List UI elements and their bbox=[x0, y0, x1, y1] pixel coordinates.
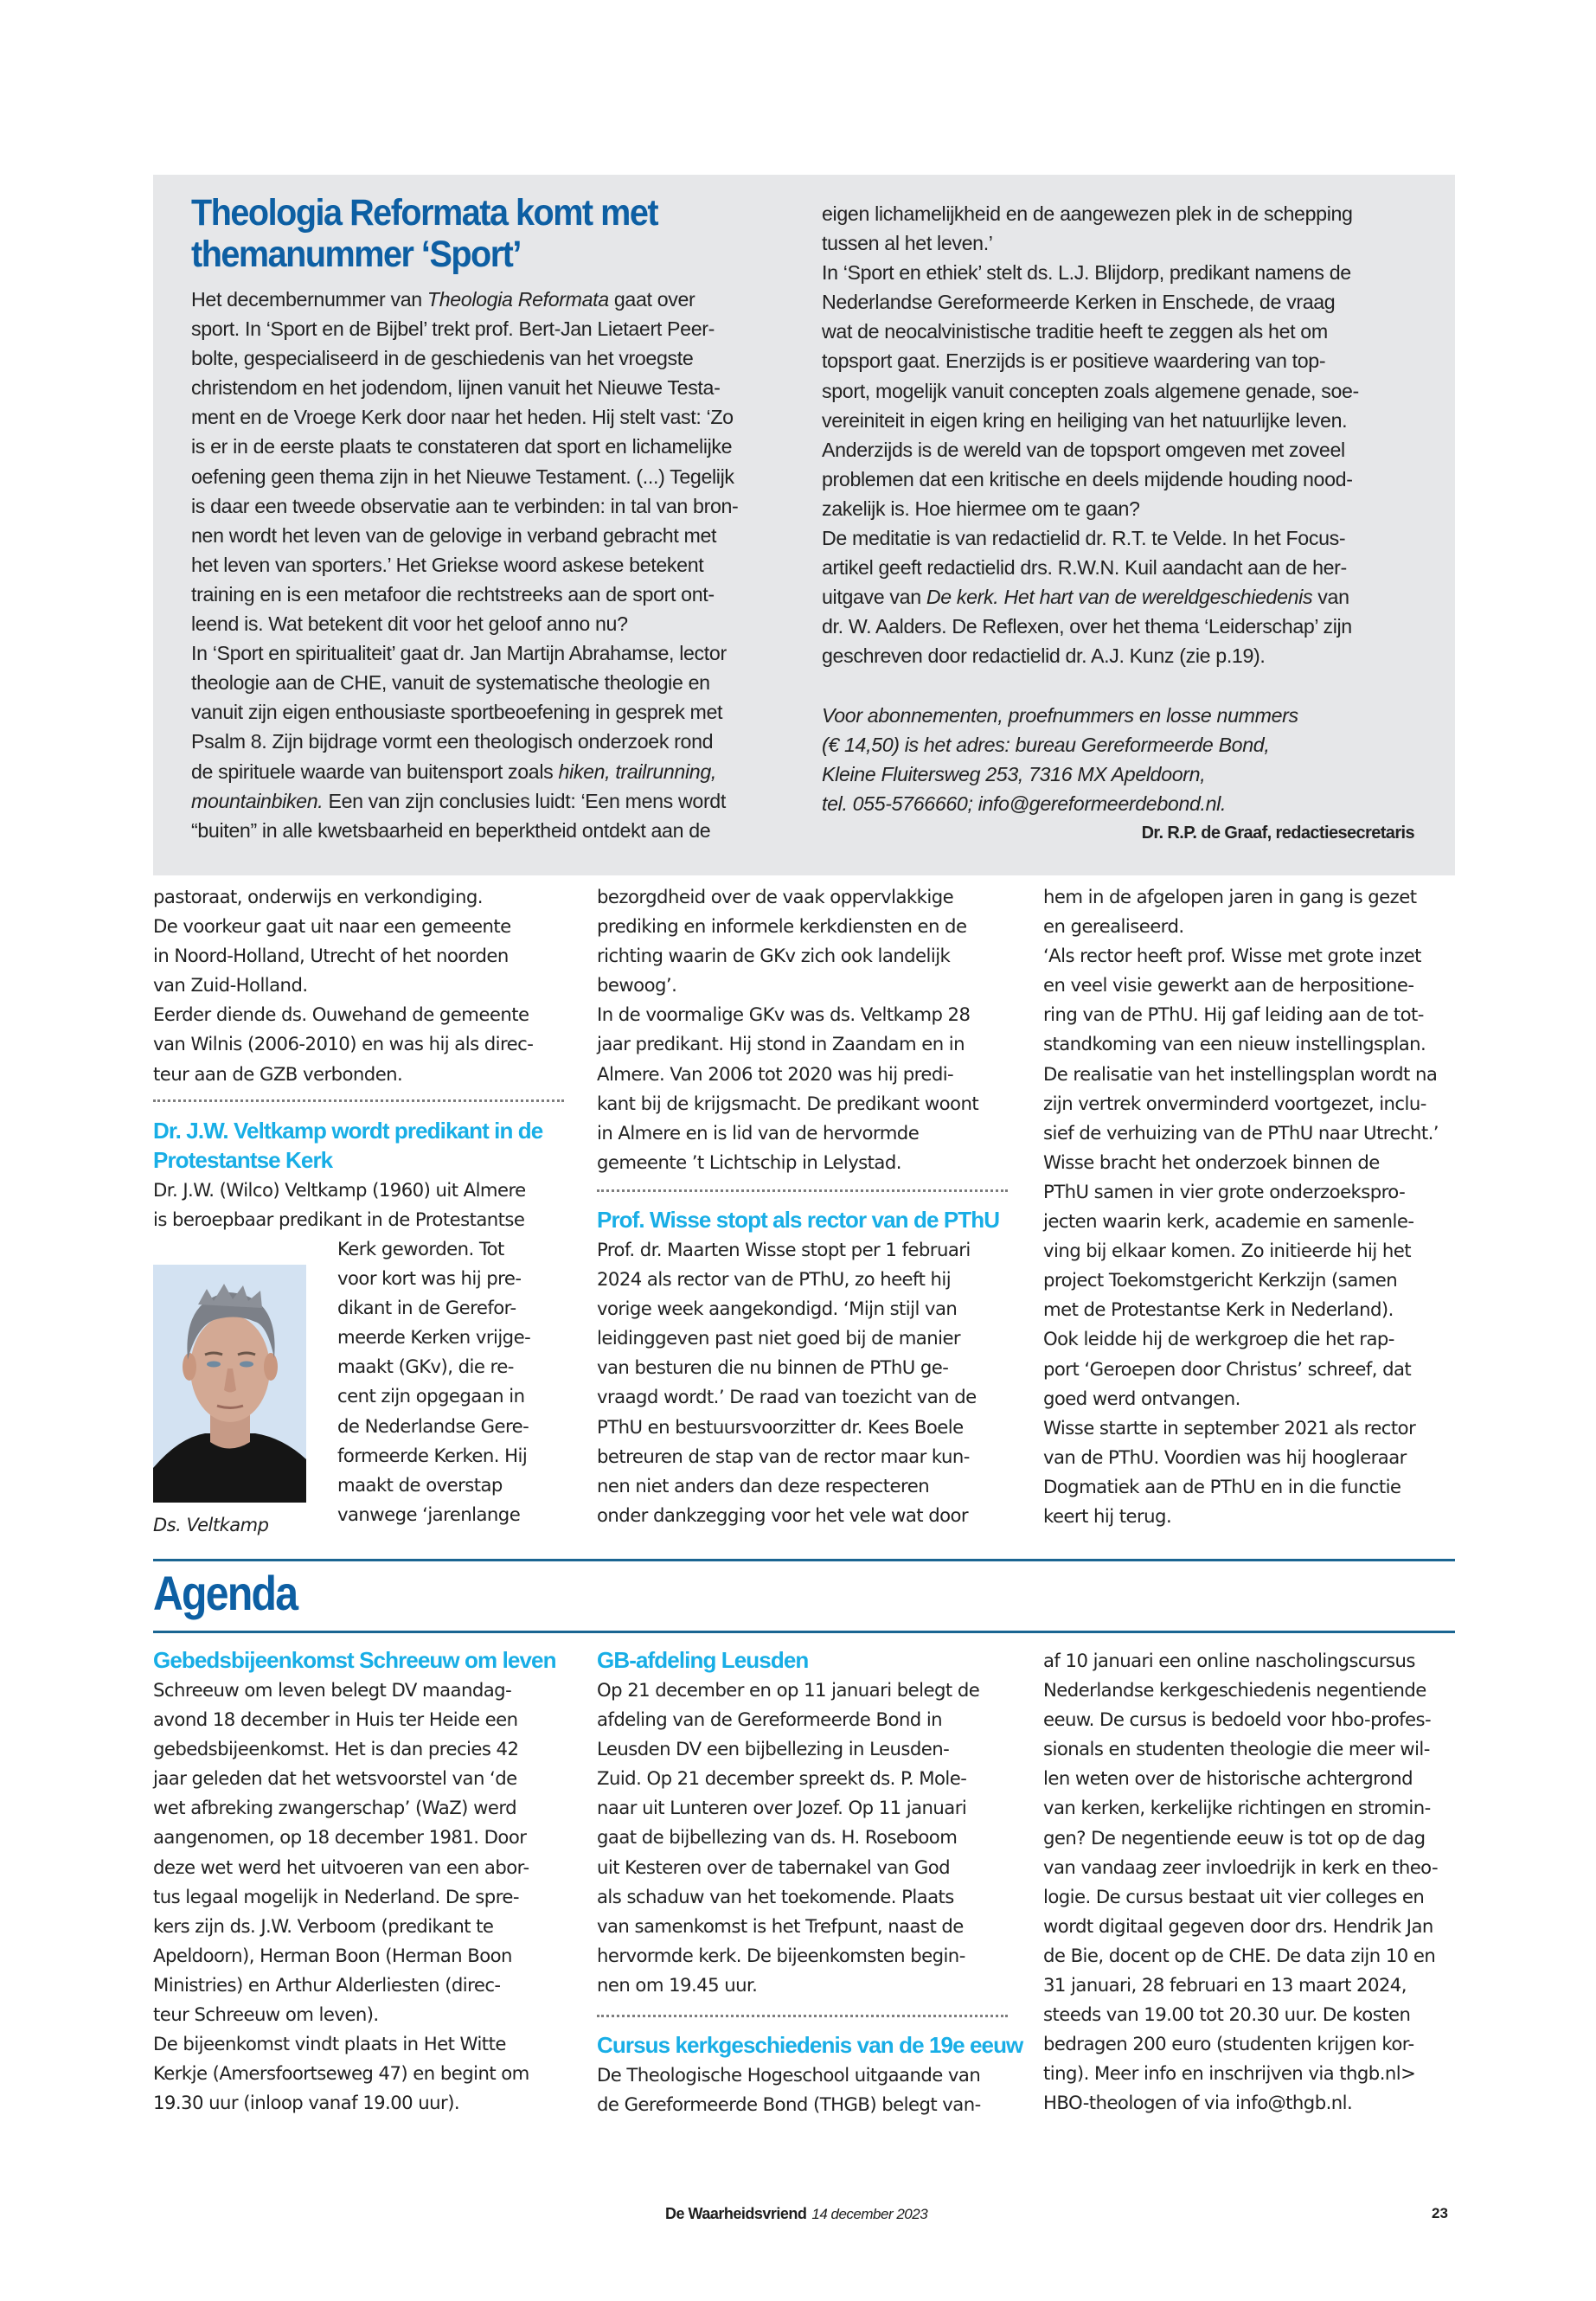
cursus-text-continuation bbox=[1043, 1646, 1454, 2118]
page-number: 23 bbox=[1432, 2205, 1448, 2221]
italic-text: Theologia Reformata bbox=[426, 288, 609, 311]
text-line: avond 18 december in Huis ter Heide een bbox=[153, 1708, 518, 1731]
text-line: onder dankzegging voor het vele wat door bbox=[597, 1503, 969, 1526]
text-line: in Noord-Holland, Utrecht of het noorden bbox=[153, 945, 509, 967]
box-title: Theologia Reformata komt met themanummer ‘Sport’ bbox=[191, 192, 658, 275]
text-line bbox=[822, 376, 1427, 406]
section-divider bbox=[597, 2015, 1008, 2017]
text-line bbox=[822, 701, 1427, 730]
text-line: bewoog’. bbox=[597, 974, 677, 997]
text-line bbox=[822, 228, 1427, 258]
box-column-right bbox=[822, 199, 1427, 848]
text-line: van kerken, kerkelijke richtingen en stromin- bbox=[1043, 1797, 1431, 1819]
text-line: port ‘Geroepen door Christus’ schreef, dat bbox=[1043, 1357, 1412, 1380]
text-line bbox=[191, 373, 797, 402]
text-line: zijn vertrek onverminderd voortgezet, inclu- bbox=[1043, 1092, 1426, 1114]
text: dr. W. Aalders. De Reflexen, over het thema ‘Leiderschap’ zijn bbox=[822, 615, 1352, 638]
text: is daar een tweede observatie aan te verbinden: in tal van bron- bbox=[191, 494, 739, 517]
text: artikel geeft redactielid drs. R.W.N. Kuil aandacht aan de her- bbox=[822, 556, 1347, 580]
text-line: De realisatie van het instellingsplan wordt na bbox=[1043, 1062, 1438, 1085]
text: uitgave van bbox=[822, 586, 926, 609]
wisse-text-continuation bbox=[1043, 882, 1454, 1531]
text: De meditatie is van redactielid dr. R.T. te Velde. In het Focus- bbox=[822, 527, 1346, 550]
text-line: jecten waarin kerk, academie en samenle- bbox=[1043, 1210, 1414, 1233]
text-line: Wisse startte in september 2021 als rector bbox=[1043, 1416, 1416, 1439]
text-line bbox=[191, 638, 797, 668]
veltkamp-intro bbox=[153, 1176, 564, 1234]
text-line bbox=[191, 727, 797, 756]
text-line: ring van de PThU. Hij gaf leiding aan de tot- bbox=[1043, 1003, 1424, 1026]
text-line bbox=[822, 641, 1427, 670]
text-line bbox=[191, 786, 797, 816]
text-line: Ook leidde hij de werkgroep die het rap- bbox=[1043, 1328, 1394, 1350]
text-line: van besturen die nu binnen de PThU ge- bbox=[597, 1356, 949, 1379]
text-line: Schreeuw om leven belegt DV maandag- bbox=[153, 1679, 512, 1701]
text-line: wet afbreking zwangerschap’ (WaZ) werd bbox=[153, 1797, 517, 1819]
text: Een van zijn conclusies luidt: ‘Een mens wordt bbox=[323, 789, 726, 812]
text-line: dikant in de Gerefor- bbox=[337, 1297, 516, 1319]
text-line: 19.30 uur (inloop vanaf 19.00 uur). bbox=[153, 2092, 460, 2114]
text-line: de Bie, docent op de CHE. De data zijn 10 en bbox=[1043, 1944, 1436, 1966]
italic-text: De kerk. Het hart van de wereldgeschiedenis bbox=[926, 586, 1313, 609]
italic-text: Kleine Fluitersweg 253, 7316 MX Apeldoorn, bbox=[822, 762, 1206, 785]
text-line: van Wilnis (2006-2010) en was hij als direc- bbox=[153, 1033, 534, 1055]
text: zakelijk is. Hoe hiermee om te gaan? bbox=[822, 497, 1140, 520]
portrait-image bbox=[153, 1265, 306, 1503]
text-line: hem in de afgelopen jaren in gang is gezet bbox=[1043, 886, 1417, 907]
text-line: de Gereformeerde Bond (THGB) belegt van- bbox=[597, 2093, 981, 2116]
text-line: De bijeenkomst vindt plaats in Het Witte bbox=[153, 2033, 506, 2055]
text-line: van de PThU. Voordien was hij hoogleraar bbox=[1043, 1445, 1407, 1468]
text-line: hervormde kerk. De bijeenkomsten begin- bbox=[597, 1944, 965, 1966]
text-line bbox=[191, 314, 797, 343]
text-line bbox=[191, 668, 797, 697]
text-line: pastoraat, onderwijs en verkondiging. bbox=[153, 886, 483, 907]
text-line: gen? De negentiende eeuw is tot op de dag bbox=[1043, 1826, 1426, 1849]
text-line: van Zuid-Holland. bbox=[153, 974, 308, 997]
text-line: goed werd ontvangen. bbox=[1043, 1387, 1240, 1409]
text-line: ving bij elkaar komen. Zo initieerde hij het bbox=[1043, 1240, 1412, 1262]
text-line bbox=[822, 730, 1427, 760]
text-line: van vandaag zeer invloedrijk in kerk en theo- bbox=[1043, 1856, 1439, 1878]
text-line: Op 21 december en op 11 januari belegt de bbox=[597, 1679, 980, 1701]
text-line: ting). Meer info en inschrijven via thgb.nl> bbox=[1043, 2062, 1416, 2085]
text: vanuit zijn eigen enthousiaste sportbeoefening in gesprek met bbox=[191, 701, 723, 724]
text-line bbox=[822, 465, 1427, 494]
text-line: jaar predikant. Hij stond in Zaandam en in bbox=[597, 1033, 965, 1055]
text-line: vanwege ‘jarenlange bbox=[337, 1503, 521, 1525]
veltkamp-continuation bbox=[597, 882, 1008, 1177]
section-divider bbox=[153, 1099, 564, 1102]
text-line: vraagd wordt.’ De raad van toezicht van de bbox=[597, 1386, 977, 1408]
agenda-title: Agenda bbox=[153, 1566, 298, 1620]
schreeuw-text bbox=[153, 1676, 564, 2118]
text-line: sief de verhuizing van de PThU naar Utrecht.’ bbox=[1043, 1121, 1439, 1144]
text-line: teur aan de GZB verbonden. bbox=[153, 1062, 403, 1085]
text: leend is. Wat betekent dit voor het geloof anno nu? bbox=[191, 612, 628, 636]
text-line bbox=[822, 612, 1427, 641]
text: Het decembernummer van bbox=[191, 288, 427, 311]
text-line: In de voormalige GKv was ds. Veltkamp 28 bbox=[597, 1003, 971, 1026]
schreeuw-heading: Gebedsbijeenkomst Schreeuw om leven bbox=[153, 1647, 556, 1673]
text-line: Eerder diende ds. Ouwehand de gemeente bbox=[153, 1003, 529, 1026]
cursus-heading: Cursus kerkgeschiedenis van de 19e eeuw bbox=[597, 2032, 1023, 2058]
text-line: bezorgdheid over de vaak oppervlakkige bbox=[597, 886, 954, 907]
text-line: PThU samen in vier grote onderzoekspro- bbox=[1043, 1180, 1406, 1202]
text-line bbox=[191, 550, 797, 580]
leusden-text bbox=[597, 1676, 1008, 2000]
text-line: 2024 als rector van de PThU, zo heeft hij bbox=[597, 1268, 952, 1291]
text: problemen dat een kritische en deels mijdende houding nood- bbox=[822, 467, 1353, 490]
text-line: Almere. Van 2006 tot 2020 was hij predi- bbox=[597, 1062, 954, 1085]
page-footer bbox=[665, 2205, 927, 2223]
text-line: als schaduw van het toekomende. Plaats bbox=[597, 1885, 954, 1907]
text-line: HBO-theologen of via info@thgb.nl. bbox=[1043, 2092, 1353, 2114]
text: wat de neocalvinistische traditie heeft te zeggen als het om bbox=[822, 320, 1328, 343]
text-line: project Toekomstgericht Kerkzijn (samen bbox=[1043, 1269, 1398, 1292]
text-line bbox=[191, 343, 797, 373]
text-line: De Theologische Hogeschool uitgaande van bbox=[597, 2064, 981, 2086]
text-line: logie. De cursus bestaat uit vier colleges en bbox=[1043, 1885, 1425, 1907]
text-line: kers zijn ds. J.W. Verboom (predikant te bbox=[153, 1914, 494, 1937]
text-line bbox=[822, 435, 1427, 465]
text-line bbox=[191, 609, 797, 638]
text-line: gaat de bijbellezing van ds. H. Roseboom bbox=[597, 1826, 958, 1849]
text-line bbox=[191, 580, 797, 609]
wisse-text-start bbox=[597, 1235, 1008, 1530]
text-line: bedragen 200 euro (studenten krijgen kor- bbox=[1043, 2033, 1414, 2055]
text: nen wordt het leven van de gelovige in verband gebracht met bbox=[191, 523, 717, 547]
text-line: Prof. dr. Maarten Wisse stopt per 1 februari bbox=[597, 1239, 971, 1260]
leusden-heading: GB-afdeling Leusden bbox=[597, 1647, 809, 1673]
text-line bbox=[822, 760, 1427, 789]
text-line: gemeente ’t Lichtschip in Lelystad. bbox=[597, 1150, 901, 1173]
text-line bbox=[822, 494, 1427, 523]
text-line: eeuw. De cursus is bedoeld voor hbo-profes- bbox=[1043, 1708, 1432, 1731]
text: tussen al het leven.’ bbox=[822, 232, 993, 255]
publication-name: De Waarheidsvriend bbox=[665, 2205, 807, 2222]
text-line bbox=[822, 199, 1427, 228]
text-line: af 10 januari een online nascholingscursus bbox=[1043, 1650, 1415, 1671]
italic-text: hiken, trailrunning, bbox=[558, 760, 716, 783]
box-column-left bbox=[191, 285, 797, 845]
text-line: jaar geleden dat het wetsvoorstel van ‘de bbox=[153, 1767, 517, 1790]
text: Anderzijds is de wereld van de topsport omgeven met zoveel bbox=[822, 438, 1345, 461]
text-line: PThU en bestuursvoorzitter dr. Kees Boele bbox=[597, 1415, 964, 1438]
text-line: keert hij terug. bbox=[1043, 1504, 1172, 1527]
agenda-bottom-rule bbox=[153, 1631, 1455, 1633]
text-line: prediking en informele kerkdiensten en de bbox=[597, 915, 967, 938]
text: eigen lichamelijkheid en de aangewezen plek in de schepping bbox=[822, 202, 1353, 225]
text-line: maakt de overstap bbox=[337, 1473, 503, 1496]
wisse-heading: Prof. Wisse stopt als rector van de PThU bbox=[597, 1207, 1000, 1233]
text-line: deze wet werd het uitvoeren van een abor- bbox=[153, 1856, 529, 1878]
text: geschreven door redactielid dr. A.J. Kunz (zie p.19). bbox=[822, 644, 1266, 668]
text-line: 31 januari, 28 februari en 13 maart 2024, bbox=[1043, 1974, 1407, 1997]
text: vereiniteit in eigen kring en heiliging van het natuurlijke leven. bbox=[822, 408, 1348, 432]
italic-text: Voor abonnementen, proefnummers en losse nummers bbox=[822, 703, 1298, 727]
text-line: formeerde Kerken. Hij bbox=[337, 1444, 528, 1466]
text-line: wordt digitaal gegeven door drs. Hendrik Jan bbox=[1043, 1914, 1433, 1937]
text: Psalm 8. Zijn bijdrage vormt een theologisch onderzoek rond bbox=[191, 730, 714, 753]
text-line: afdeling van de Gereformeerde Bond in bbox=[597, 1708, 943, 1731]
ouwehand-continuation bbox=[153, 882, 564, 1089]
text-line: Apeldoorn), Herman Boon (Herman Boon bbox=[153, 1944, 512, 1966]
text-line: Zuid. Op 21 december spreekt ds. P. Mole- bbox=[597, 1767, 967, 1790]
text-line: cent zijn opgegaan in bbox=[337, 1385, 525, 1407]
text-line bbox=[822, 346, 1427, 375]
text: training en is een metafoor die rechtstreeks aan de sport ont- bbox=[191, 582, 715, 606]
text: christendom en het jodendom, lijnen vanuit het Nieuwe Testa- bbox=[191, 376, 721, 400]
text-line: Kerkje (Amersfoortseweg 47) en begint om bbox=[153, 2062, 529, 2085]
text-line bbox=[822, 789, 1427, 818]
text-line bbox=[191, 491, 797, 521]
text: het leven van sporters.’ Het Griekse woord askese betekent bbox=[191, 553, 704, 576]
text-line: en gerealiseerd. bbox=[1043, 915, 1184, 938]
italic-text: (€ 14,50) is het adres: bureau Gereformeerde Bond, bbox=[822, 733, 1270, 756]
text: In ‘Sport en spiritualiteit’ gaat dr. Jan Martijn Abrahamse, lector bbox=[191, 642, 727, 665]
text: sport, mogelijk vanuit concepten zoals algemene genade, soe- bbox=[822, 379, 1359, 402]
text-line: Dr. J.W. (Wilco) Veltkamp (1960) uit Almere bbox=[153, 1179, 526, 1201]
text: is er in de eerste plaats te constateren dat sport en lichamelijke bbox=[191, 435, 733, 458]
text-line: leidinggeven past niet goed bij de manier bbox=[597, 1327, 961, 1349]
text-line bbox=[191, 757, 797, 786]
text: gaat over bbox=[608, 288, 695, 311]
text: In ‘Sport en ethiek’ stelt ds. L.J. Blijdorp, predikant namens de bbox=[822, 261, 1351, 285]
text-line bbox=[191, 285, 797, 314]
text-line: teur Schreeuw om leven). bbox=[153, 2003, 379, 2026]
editor-signature: Dr. R.P. de Graaf, redactiesecretaris bbox=[1141, 823, 1414, 843]
text-line: ‘Als rector heeft prof. Wisse met grote inzet bbox=[1043, 945, 1421, 967]
text-line: in Almere en is lid van de hervormde bbox=[597, 1121, 920, 1144]
text: bolte, gespecialiseerd in de geschiedenis van het vroegste bbox=[191, 347, 694, 370]
text-line: vorige week aangekondigd. ‘Mijn stijl van bbox=[597, 1298, 958, 1320]
text-line: van samenkomst is het Trefpunt, naast de bbox=[597, 1914, 964, 1937]
text: topsport gaat. Enerzijds is er positieve waardering van top- bbox=[822, 349, 1326, 373]
text: Nederlandse Gereformeerde Kerken in Enschede, de vraag bbox=[822, 291, 1336, 314]
text-line: standkoming van een nieuw instellingsplan. bbox=[1043, 1033, 1426, 1055]
text-line: de Nederlandse Gere- bbox=[337, 1414, 529, 1437]
text-line bbox=[822, 582, 1427, 612]
text-line: Ministries) en Arthur Alderliesten (direc- bbox=[153, 1973, 501, 1996]
text-line: Kerk geworden. Tot bbox=[337, 1238, 504, 1259]
text-line: naar uit Lunteren over Jozef. Op 11 januari bbox=[597, 1797, 967, 1819]
text-line: sionals en studenten theologie die meer wil- bbox=[1043, 1738, 1430, 1760]
text-line bbox=[191, 521, 797, 550]
text-line: kant bij de krijgsmacht. De predikant woont bbox=[597, 1092, 979, 1114]
veltkamp-heading: Dr. J.W. Veltkamp wordt predikant in de Protestantse Kerk bbox=[153, 1118, 543, 1173]
text-line bbox=[822, 287, 1427, 317]
agenda-top-rule bbox=[153, 1559, 1455, 1561]
text: “buiten” in alle kwetsbaarheid en beperktheid ontdekt aan de bbox=[191, 818, 711, 842]
text: van bbox=[1312, 586, 1349, 609]
text-line bbox=[191, 697, 797, 727]
text: ment en de Vroege Kerk door naar het heden. Hij stelt vast: ‘Zo bbox=[191, 406, 734, 429]
text-line: steeds van 19.00 tot 20.30 uur. De kosten bbox=[1043, 2003, 1411, 2026]
text-line: is beroepbaar predikant in de Protestantse bbox=[153, 1208, 525, 1231]
text-line: De voorkeur gaat uit naar een gemeente bbox=[153, 915, 511, 938]
photo-caption: Ds. Veltkamp bbox=[153, 1515, 269, 1535]
text-line bbox=[822, 523, 1427, 553]
text-line: uit Kesteren over de tabernakel van God bbox=[597, 1856, 951, 1878]
text-line bbox=[822, 671, 1427, 701]
text-line bbox=[822, 258, 1427, 287]
text-line bbox=[191, 402, 797, 432]
italic-text: tel. 055-5766660; info@gereformeerdebond.nl. bbox=[822, 792, 1227, 815]
text-line bbox=[191, 432, 797, 461]
text-line bbox=[191, 816, 797, 845]
text-line: Leusden DV een bijbellezing in Leusden- bbox=[597, 1738, 950, 1760]
text-line bbox=[822, 317, 1427, 346]
cursus-text-start bbox=[597, 2061, 1008, 2119]
text-line: maakt (GKv), die re- bbox=[337, 1356, 514, 1378]
veltkamp-wrapped-text bbox=[337, 1234, 571, 1529]
text-line: richting waarin de GKv zich ook landelijk bbox=[597, 945, 951, 967]
text: de spirituele waarde van buitensport zoals bbox=[191, 760, 559, 783]
text: theologie aan de CHE, vanuit de systematische theologie en bbox=[191, 671, 710, 695]
veltkamp-portrait-photo bbox=[153, 1265, 306, 1503]
text-line: voor kort was hij pre- bbox=[337, 1267, 522, 1290]
text: oefening geen thema zijn in het Nieuwe Testament. (...) Tegelijk bbox=[191, 465, 734, 488]
text-line: tus legaal mogelijk in Nederland. De spre- bbox=[153, 1885, 519, 1907]
text: sport. In ‘Sport en de Bijbel’ trekt prof. Bert-Jan Lietaert Peer- bbox=[191, 317, 715, 341]
text-line bbox=[822, 553, 1427, 582]
text-line: gebedsbijeenkomst. Het is dan precies 42 bbox=[153, 1738, 519, 1760]
italic-text: mountainbiken. bbox=[191, 789, 324, 812]
text-line: Wisse bracht het onderzoek binnen de bbox=[1043, 1150, 1380, 1173]
text-line: len weten over de historische achtergrond bbox=[1043, 1767, 1413, 1790]
text-line: meerde Kerken vrijge- bbox=[337, 1326, 531, 1349]
issue-date: 14 december 2023 bbox=[811, 2206, 928, 2222]
text-line: en veel visie gewerkt aan de herpositione- bbox=[1043, 974, 1414, 997]
section-divider bbox=[597, 1189, 1008, 1192]
text-line: nen niet anders dan deze respecteren bbox=[597, 1474, 930, 1497]
text-line: met de Protestantse Kerk in Nederland). bbox=[1043, 1298, 1394, 1321]
text-line bbox=[822, 406, 1427, 435]
text-line: Nederlandse kerkgeschiedenis negentiende bbox=[1043, 1679, 1426, 1702]
text-line: betreuren de stap van de rector maar kun- bbox=[597, 1445, 970, 1467]
text-line bbox=[191, 462, 797, 491]
text-line: Dogmatiek aan de PThU en in die functie bbox=[1043, 1475, 1401, 1497]
text-line: aangenomen, op 18 december 1981. Door bbox=[153, 1826, 527, 1849]
text-line: nen om 19.45 uur. bbox=[597, 1973, 758, 1996]
